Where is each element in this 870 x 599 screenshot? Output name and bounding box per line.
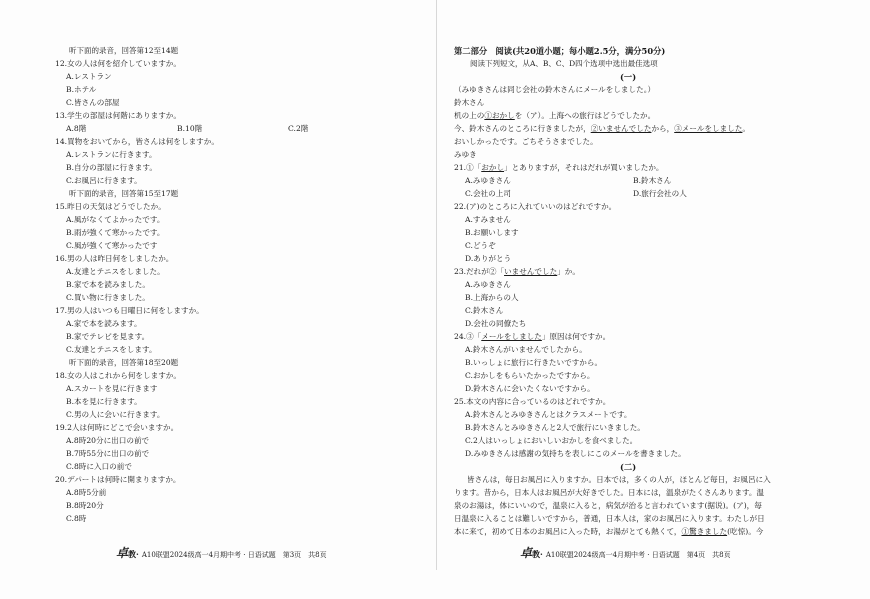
question-17: 17.男の人はいつも日曜日に何をしますか。 [55,306,204,315]
option: C.どうぞ [465,241,496,250]
passage-paragraph-line: ります。昔から，日本人はお風呂が大好きでした。日本には，温泉がたくさんあります。温 [454,488,765,497]
option: B.10階 [177,124,203,133]
question-19: 19.2人は何時にどこで会いますか。 [55,423,179,432]
option: A.風がなくてよかったです。 [66,215,165,224]
option: B.7時55分に出口の前で [66,449,150,458]
question-16: 16.男の人は昨日何をしましたか。 [55,254,174,263]
option: B.上海からの人 [465,293,519,302]
footer-text: A10联盟2024级高一4月期中考 · 日语试题 第4页 共8页 [545,551,731,559]
option: C.友達とテニスをします。 [66,345,157,354]
option: B.ホテル [66,85,97,94]
question-24: 24.③「メールをしました」原因は何ですか。 [454,332,611,341]
option: D.ありがとう [465,254,512,263]
option: A.みゆきさん [465,280,511,289]
question-20: 20.デパートは何時に開まりますか。 [55,475,181,484]
passage-paragraph-line: 本に来て，初めて日本のお風呂に入った時，お湯がとても熱くて，①驚きました(吃惊)。今 [454,527,764,536]
option: B.8時20分 [66,501,104,510]
passage-paragraph-line: 泉のお湯は，体にいいので，温泉に入ると，病気が治ると言われています(据说)。(ア)，毎 [454,501,762,510]
option: C.男の人に会いに行きます。 [66,410,165,419]
option: B.鈴木さんとみゆきさんと2人で旅行にいきました。 [465,423,645,432]
option: A.レストランに行きます。 [66,150,157,159]
option: B.雨が強くて寒かったです。 [66,228,165,237]
email-line: 今、鈴木さんのところに行きましたが，②いませんでしたから，③メールをしました。 [454,124,751,133]
brand-mark: 教· [532,549,543,559]
passage-intro: （みゆきさんは同じ会社の鈴木さんにメールをしました。） [454,85,656,94]
option: B.鈴木さん [633,176,672,185]
passage-number: (一) [620,72,637,82]
listening-instruction: 听下面的录音，回答第15至17题 [69,189,179,198]
brand-logo: 卓 [116,546,129,560]
option: C.お風呂に行きます。 [66,176,142,185]
option: B.いっしょに旅行に行きたいですから。 [465,358,603,367]
option: A.みゆきさん [465,176,511,185]
option: A.8時5分前 [66,488,107,497]
option: A.家で本を読みます。 [66,319,142,328]
option: D.鈴木さんに会いたくないですから。 [465,384,595,393]
question-15: 15.昨日の天気はどうでしたか。 [55,202,166,211]
option: A.鈴木さんとみゆきさんとはクラスメートです。 [465,410,632,419]
email-line: 机の上の①おかしを（ア）。上海への旅行はどうでしたか。 [454,111,656,120]
option: C.8時に入口の前で [66,462,132,471]
question-12: 12.女の人は何を紹介していますか。 [55,59,181,68]
option: B.家で本を読みました。 [66,280,150,289]
listening-instruction: 听下面的录音，回答第18至20题 [69,358,179,367]
question-25: 25.本文の内容に合っているのはどれですか。 [454,397,611,406]
option: B.お願いします [465,228,519,237]
question-13: 13.学生の部屋は何階にありますか。 [55,111,181,120]
option: B.家でテレビを見ます。 [66,332,150,341]
option: A.すみません [465,215,511,224]
option: B.自分の部屋に行きます。 [66,163,157,172]
option: D.みゆきさんは感謝の気持ちを表しにこのメールを書きました。 [465,449,686,458]
question-14: 14.買物をおいてから，皆さんは何をしますか。 [55,137,219,146]
option: A.鈴木さんがいませんでしたから。 [465,345,587,354]
email-line: おいしかったです。ごちそうさまでした。 [454,137,598,146]
option: C.おかしをもらいたかったですから。 [465,371,595,380]
listening-instruction: 听下面的录音，回答第12至14题 [69,46,179,55]
email-salutation: 鈴木さん [454,98,485,107]
right-page [437,0,870,599]
passage-paragraph-line: 日温泉に入ることは難しいですから，普通，日本人は，家のお風呂に入ります。わたしが日 [454,514,765,523]
option: C.8時 [66,514,87,523]
question-21: 21.①「おかし」とありますが，それはだれが買いましたか。 [454,163,664,172]
page-footer [520,544,731,561]
question-22: 22.(ア)のところに入れていいのはどれですか。 [454,202,617,211]
option: C.皆さんの部屋 [66,98,120,107]
option: C.風が強くて寒かったです [66,241,158,250]
option: D.会社の同僚たち [465,319,527,328]
option: A.8時20分に出口の前で [66,436,150,445]
brand-mark: 教· [128,549,139,559]
brand-logo: 卓 [520,546,533,560]
passage-paragraph-line: 皆さんは，毎日お風呂に入りますか。日本では，多くの人が，ほとんど毎日，お風呂に入 [467,475,771,484]
option: C.2人はいっしょにおいしいおかしを食べました。 [465,436,638,445]
option: A.スカートを見に行きます [66,384,158,393]
option: C.会社の上司 [465,189,511,198]
email-signature: みゆき [454,150,477,159]
option: A.8階 [66,124,87,133]
question-18: 18.女の人はこれから何をしますか。 [55,371,181,380]
option: B.本を見に行きます。 [66,397,142,406]
passage-number: (二) [620,462,637,472]
reading-instruction: 阅读下列短文，从A、B、C、D四个选项中选出最佳选项 [470,59,658,68]
question-23: 23.だれが②「いませんでした」か。 [454,267,580,276]
option: C.鈴木さん [465,306,504,315]
option: A.友達とテニスをしました。 [66,267,165,276]
option: C.買い物に行きました。 [66,293,150,302]
option: D.旅行会社の人 [633,189,687,198]
option: A.レストラン [66,72,112,81]
page-footer [116,544,327,561]
section-title: 第二部分 阅读(共20道小题；每小题2.5分，满分50分) [454,46,666,56]
footer-text: A10联盟2024级高一4月期中考 · 日语试题 第3页 共8页 [141,551,327,559]
option: C.2階 [288,124,309,133]
